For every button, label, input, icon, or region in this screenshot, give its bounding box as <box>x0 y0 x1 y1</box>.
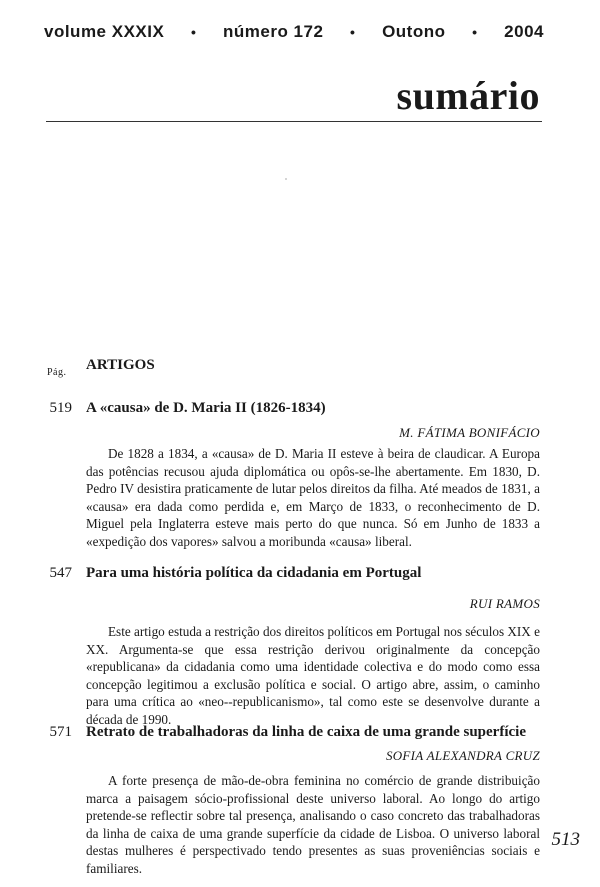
article-author: SOFIA ALEXANDRA CRUZ <box>385 748 540 763</box>
speck <box>285 178 287 180</box>
article-abstract: Este artigo estuda a restrição dos direitos políticos em Portugal nos séculos XIX e XX. Argumenta-se que essa restrição derivou originalmente da concepção «republicana» da cidadania como uma identidade colectiva e do modo como essa concepção legitimou a exclusão política e social. O artigo abre, assim, o caminho para uma crítica ao «neo--republicanismo», tal como este se desenvolve durante a década de 1990. <box>86 624 540 727</box>
journal-header <box>44 22 544 42</box>
season-label: Outono <box>382 22 446 41</box>
separator-bullet: • <box>472 24 478 40</box>
title-divider <box>46 121 542 122</box>
article-page-number: 519 <box>49 400 72 416</box>
volume-label: volume XXXIX <box>44 22 165 41</box>
year-label: 2004 <box>504 22 544 41</box>
article-title: Para uma história política da cidadania em Portugal <box>86 565 422 581</box>
article-title: Retrato de trabalhadoras da linha de caixa de uma grande superfície <box>86 724 526 740</box>
article-author: M. FÁTIMA BONIFÁCIO <box>399 425 540 440</box>
article-abstract: A forte presença de mão-de-obra feminina no comércio de grande distribuição marca a paisagem sócio-profissional deste universo laboral. Ao longo do artigo pretende-se reflectir sobre tal presença, analisando o caso concreto das trabalhadoras da linha de caixa de uma grande superfície da cidade de Lisboa. O universo laboral destas mulheres é perspectivado tendo presentes as suas proveniências sociais e familiares. <box>86 773 540 876</box>
article-title: A «causa» de D. Maria II (1826-1834) <box>86 400 326 416</box>
article-author: RUI RAMOS <box>469 596 540 611</box>
article-page-number: 547 <box>49 565 72 581</box>
page-title: sumário <box>396 73 540 118</box>
article-page-number: 571 <box>49 724 72 740</box>
page-column-label: Pág. <box>47 367 67 378</box>
separator-bullet: • <box>190 24 197 40</box>
separator-bullet: • <box>350 24 356 40</box>
page-number: 513 <box>551 829 580 850</box>
issue-number: número 172 <box>222 22 324 41</box>
article-abstract: De 1828 a 1834, a «causa» de D. Maria II esteve à beira de claudicar. A Europa das potências recusou ajuda diplomática ou opôs-se-lhe abertamente. Em 1830, D. Pedro IV desistira praticamente de lutar pelos direitos da filha. Até meados de 1831, a «causa» era dada como perdida e, em Março de 1833, o reconhecimento de D. Miguel pela Inglaterra esteve mais perto do que nunca. Só em Junho de 1833 a «expedição dos vapores» salvou a moribunda «causa» liberal. <box>86 446 540 549</box>
section-heading: ARTIGOS <box>86 357 155 373</box>
